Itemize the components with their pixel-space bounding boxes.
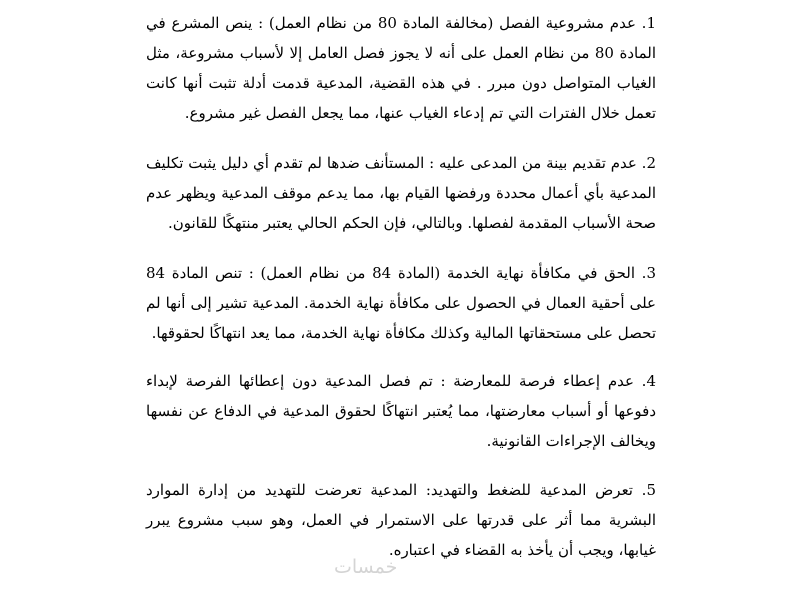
paragraph-unlawful-dismissal: 1. عدم مشروعية الفصل (مخالفة المادة 80 من نظام العمل) : ينص المشرع في المادة 80 من نظام العمل على أنه لا يجوز فصل العامل إلا لأسباب مشروعة، مثل الغياب المتواصل دون مبرر . في هذه القضية، المدعية قدمت أدلة تثبت أنها كانت تعمل خلال الفترات التي تم إدعاء الغياب عنها، مما يجعل الفصل غير مشروع. xyxy=(146,14,656,122)
paragraph-end-of-service-award: 3. الحق في مكافأة نهاية الخدمة (المادة 84 من نظام العمل) : تنص المادة 84 على أحقية العمال في الحصول على مكافأة نهاية الخدمة. المدعية تشير إلى أنها لم تحصل على مستحقاتها المالية وكذلك مكافأة نهاية الخدمة، مما يعد انتهاكًا لحقوقها. xyxy=(146,264,656,342)
document-page xyxy=(0,4,802,592)
paragraph-pressure-and-threats: 5. تعرض المدعية للضغط والتهديد: المدعية تعرضت للتهديد من إدارة الموارد البشرية مما أثر على قدرتها على الاستمرار في العمل، وهو سبب مشروع يبرر غيابها، ويجب أن يأخذ به القضاء في اعتباره. xyxy=(146,481,656,559)
paragraph-no-opportunity-to-object: 4. عدم إعطاء فرصة للمعارضة : تم فصل المدعية دون إعطائها الفرصة لإبداء دفوعها أو أسباب معارضتها، مما يُعتبر انتهاكًا لحقوق المدعية في الدفاع عن نفسها ويخالف الإجراءات القانونية. xyxy=(146,372,656,450)
site-watermark: خمسات xyxy=(334,556,398,578)
paragraph-no-evidence-from-defendant: 2. عدم تقديم بينة من المدعى عليه : المستأنف ضدها لم تقدم أي دليل يثبت تكليف المدعية بأي أعمال محددة ورفضها القيام بها، مما يدعم موقف المدعية ويظهر عدم صحة الأسباب المقدمة لفصلها. وبالتالي، فإن الحكم الحالي يعتبر منتهكًا للقانون. xyxy=(146,154,656,232)
